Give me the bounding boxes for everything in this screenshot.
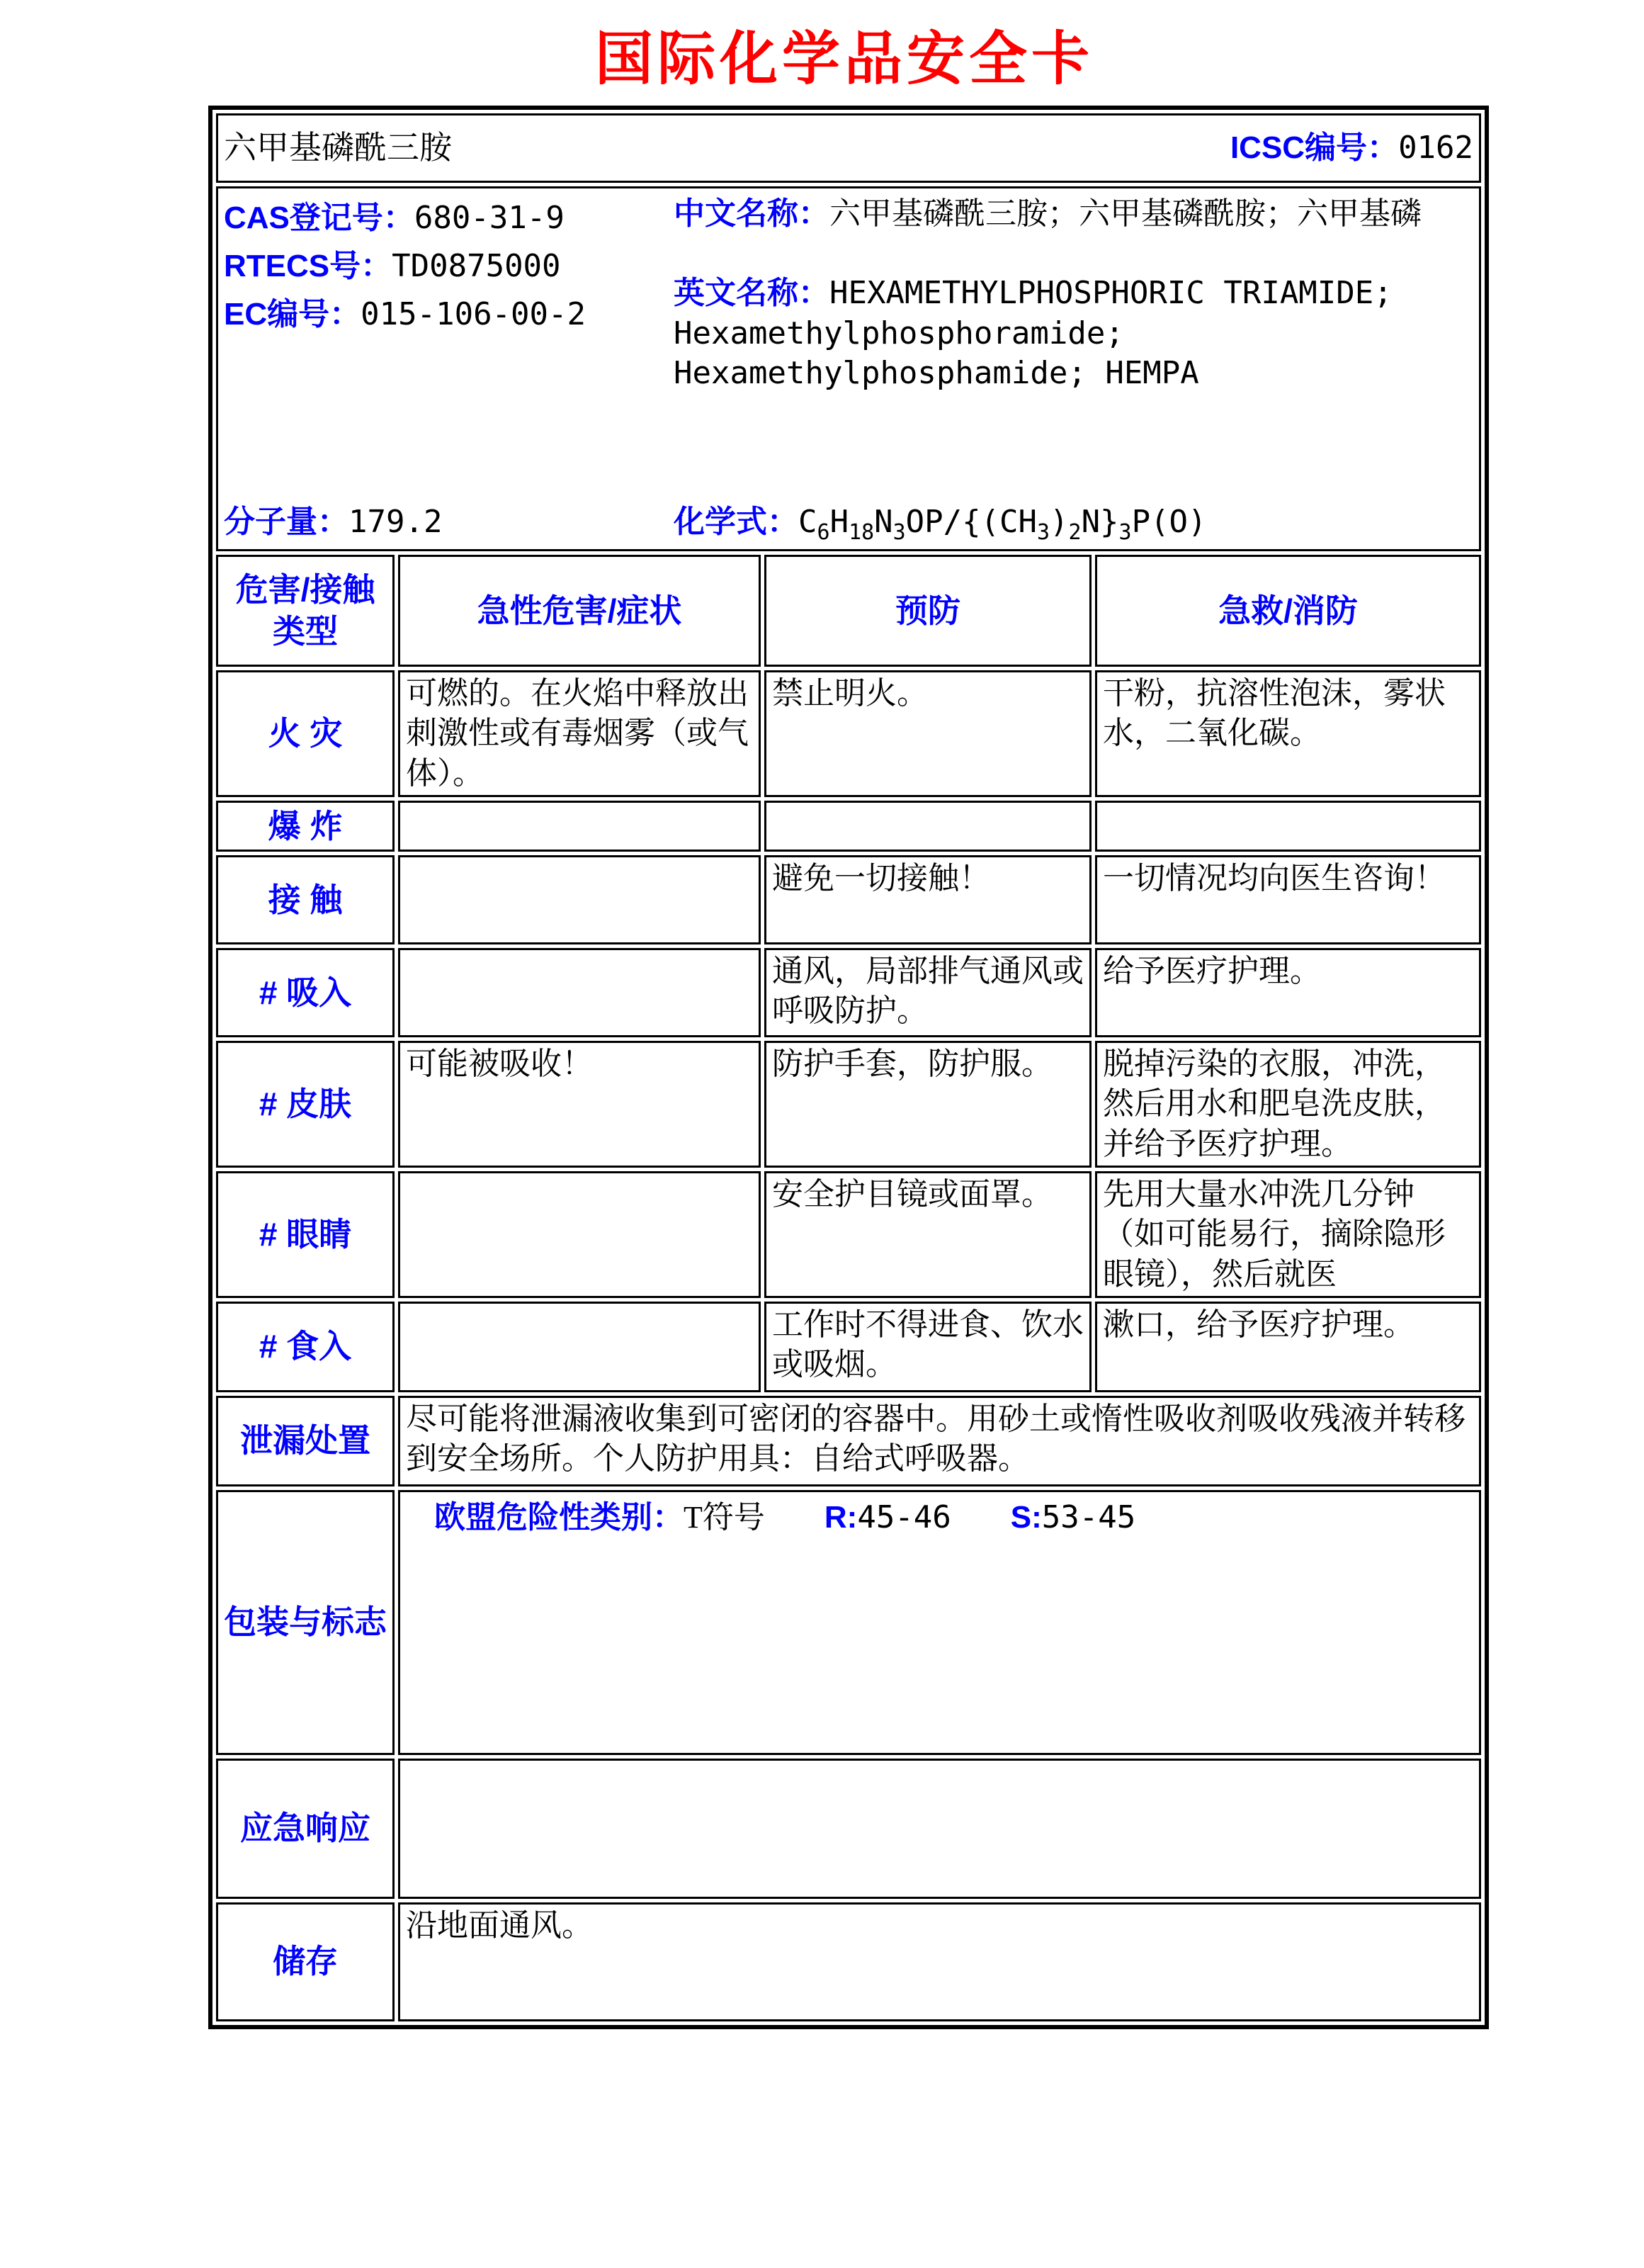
substance-name: 六甲基磷酰三胺 bbox=[224, 129, 452, 166]
hazard-type-ingestion: # 食入 bbox=[216, 1302, 395, 1392]
eyes-symptoms bbox=[398, 1171, 761, 1298]
inhalation-symptoms bbox=[398, 948, 761, 1037]
col-header-hazard-type: 危害/接触 类型 bbox=[216, 555, 395, 667]
s-phrase-label: S: bbox=[1010, 1499, 1042, 1535]
hazard-row-ingestion bbox=[216, 1302, 1481, 1392]
hazard-type-explosion: 爆 炸 bbox=[216, 801, 395, 852]
section-row-storage bbox=[216, 1902, 1481, 2021]
molecular-weight: 分子量：179.2 bbox=[224, 503, 443, 540]
hazard-row-fire bbox=[216, 670, 1481, 797]
hazard-type-inhalation: # 吸入 bbox=[216, 948, 395, 1037]
storage-content: 沿地面通风。 bbox=[398, 1902, 1481, 2021]
hazard-type-eyes: # 眼睛 bbox=[216, 1171, 395, 1298]
explosion-prevention bbox=[764, 801, 1092, 852]
cas-number: CAS登记号：680-31-9 bbox=[224, 200, 565, 236]
section-row-spillage bbox=[216, 1396, 1481, 1486]
hazard-header-row bbox=[216, 555, 1481, 667]
hazard-type-contact: 接 触 bbox=[216, 855, 395, 944]
inhalation-firstaid: 给予医疗护理。 bbox=[1095, 948, 1481, 1037]
section-label-storage: 储存 bbox=[216, 1902, 395, 2021]
hazard-type-fire: 火 灾 bbox=[216, 670, 395, 797]
identity-row bbox=[216, 186, 1481, 551]
chemical-formula: 化学式：$C_6H_{18}N_3OP/\{(CH_3)_2N\}_3P(O)$ bbox=[674, 503, 1207, 545]
english-name: 英文名称：HEXAMETHYLPHOSPHORIC TRIAMIDE; Hexamethylphosphoramide; Hexamethylphosphamide; HEMPA bbox=[674, 275, 1393, 391]
skin-firstaid: 脱掉污染的衣服，冲洗，然后用水和肥皂洗皮肤，并给予医疗护理。 bbox=[1095, 1041, 1481, 1168]
icsc-number-label: ICSC编号： bbox=[1230, 130, 1399, 165]
section-label-packaging: 包装与标志 bbox=[216, 1490, 395, 1755]
fire-symptoms: 可燃的。在火焰中释放出刺激性或有毒烟雾（或气体）。 bbox=[398, 670, 761, 797]
inhalation-prevention: 通风，局部排气通风或呼吸防护。 bbox=[764, 948, 1092, 1037]
col-header-prevention: 预防 bbox=[764, 555, 1092, 667]
explosion-firstaid bbox=[1095, 801, 1481, 852]
ingestion-firstaid: 漱口，给予医疗护理。 bbox=[1095, 1302, 1481, 1392]
icsc-number bbox=[1230, 128, 1473, 168]
contact-firstaid: 一切情况均向医生咨询！ bbox=[1095, 855, 1481, 944]
skin-symptoms: 可能被吸收！ bbox=[398, 1041, 761, 1168]
hazard-row-contact bbox=[216, 855, 1481, 944]
hazard-row-inhalation bbox=[216, 948, 1481, 1037]
card-header-row bbox=[216, 113, 1481, 183]
explosion-symptoms bbox=[398, 801, 761, 852]
packaging-content bbox=[398, 1490, 1481, 1755]
spillage-content: 尽可能将泄漏液收集到可密闭的容器中。用砂土或惰性吸收剂吸收残液并转移到安全场所。个人防护用具：自给式呼吸器。 bbox=[398, 1396, 1481, 1486]
rtecs-number: RTECS号：TD0875000 bbox=[224, 248, 561, 285]
ingestion-prevention: 工作时不得进食、饮水或吸烟。 bbox=[764, 1302, 1092, 1392]
contact-symptoms bbox=[398, 855, 761, 944]
hazard-row-explosion bbox=[216, 801, 1481, 852]
eyes-firstaid: 先用大量水冲洗几分钟（如可能易行，摘除隐形眼镜），然后就医 bbox=[1095, 1171, 1481, 1298]
r-phrase-label: R: bbox=[824, 1499, 858, 1535]
names-block bbox=[674, 190, 1473, 502]
eyes-prevention: 安全护目镜或面罩。 bbox=[764, 1171, 1092, 1298]
hazard-row-skin bbox=[216, 1041, 1481, 1168]
eu-class-label: 欧盟危险性类别： bbox=[434, 1499, 684, 1535]
hazard-row-eyes bbox=[216, 1171, 1481, 1298]
registry-ids bbox=[224, 190, 674, 502]
section-label-spillage: 泄漏处置 bbox=[216, 1396, 395, 1486]
section-row-packaging bbox=[216, 1490, 1481, 1755]
hazard-type-skin: # 皮肤 bbox=[216, 1041, 395, 1168]
r-phrase-value: 45-46 bbox=[857, 1499, 951, 1535]
page-title: 国际化学品安全卡 bbox=[594, 27, 1094, 91]
eu-symbol: T符号 bbox=[684, 1499, 765, 1535]
col-header-symptoms: 急性危害/症状 bbox=[398, 555, 761, 667]
section-row-emergency bbox=[216, 1759, 1481, 1899]
fire-firstaid: 干粉，抗溶性泡沫，雾状水，二氧化碳。 bbox=[1095, 670, 1481, 797]
icsc-number-value: 0162 bbox=[1398, 129, 1474, 166]
fire-prevention: 禁止明火。 bbox=[764, 670, 1092, 797]
section-label-emergency: 应急响应 bbox=[216, 1759, 395, 1899]
ingestion-symptoms bbox=[398, 1302, 761, 1392]
contact-prevention: 避免一切接触！ bbox=[764, 855, 1092, 944]
ec-number: EC编号：015-106-00-2 bbox=[224, 296, 586, 333]
col-header-firstaid: 急救/消防 bbox=[1095, 555, 1481, 667]
skin-prevention: 防护手套，防护服。 bbox=[764, 1041, 1092, 1168]
icsc-card-table bbox=[208, 106, 1489, 2029]
chinese-name: 中文名称：六甲基磷酰三胺；六甲基磷酰胺；六甲基磷 bbox=[674, 196, 1422, 231]
s-phrase-value: 53-45 bbox=[1041, 1499, 1136, 1535]
emergency-content bbox=[398, 1759, 1481, 1899]
